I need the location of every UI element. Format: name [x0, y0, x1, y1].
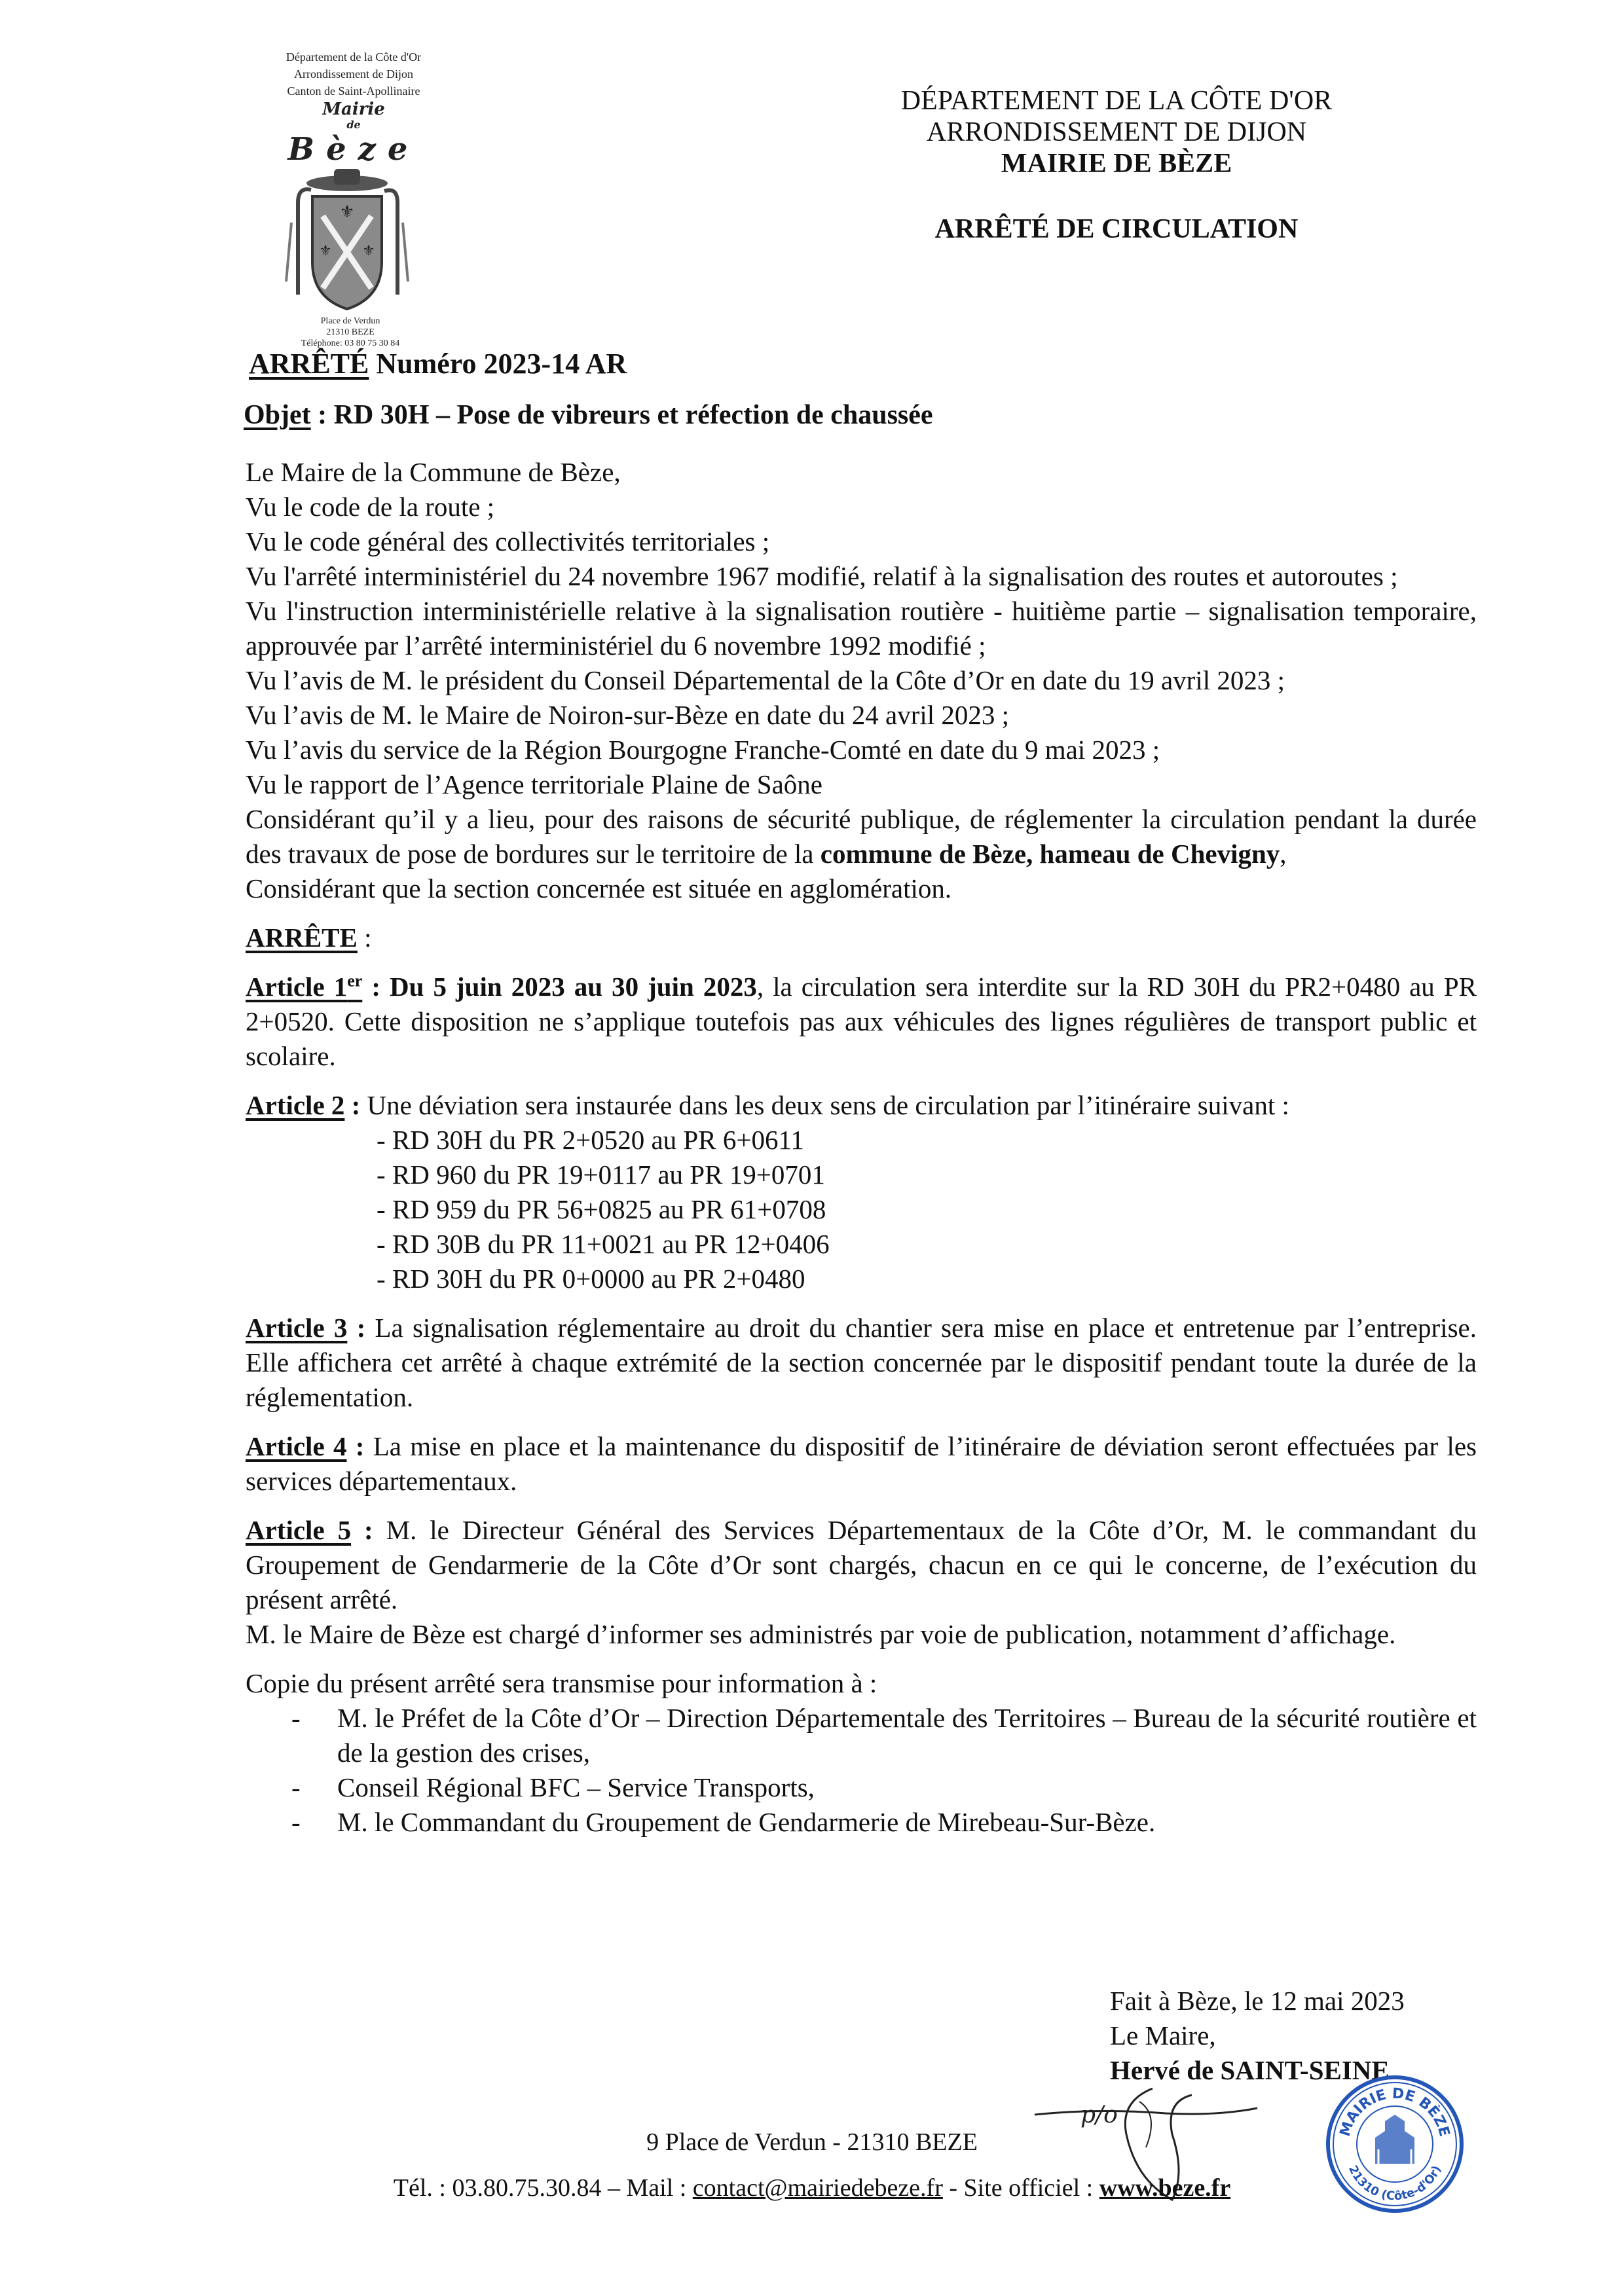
- article-5-label: Article 5: [246, 1515, 352, 1545]
- list-item: - RD 30B du PR 11+0021 au PR 12+0406: [377, 1229, 830, 1259]
- letterhead: [216, 48, 491, 168]
- preamble: [246, 455, 1477, 906]
- svg-text:MAIRIE DE BÈZE: MAIRIE DE BÈZE: [1337, 2085, 1453, 2139]
- article-4: Article 4 : La mise en place et la maintenance du dispositif de l’itinéraire de déviation seront effectuées par les services départementaux.: [246, 1431, 1477, 1496]
- preamble-line: Vu l’avis du service de la Région Bourgogne Franche-Comté en date du 9 mai 2023 ;: [246, 735, 1160, 765]
- article-1-dates: Du 5 juin 2023 au 30 juin 2023: [390, 972, 757, 1002]
- article-1-label: Article 1er: [246, 971, 363, 1002]
- footer-address: 9 Place de Verdun - 21310 BEZE: [646, 2128, 978, 2156]
- preamble-line: Vu le code général des collectivités territoriales ;: [246, 526, 770, 556]
- letterhead-de: de: [346, 118, 361, 131]
- copie-intro: Copie du présent arrêté sera transmise pour information à :: [246, 1668, 877, 1698]
- signature-place-date: Fait à Bèze, le 12 mai 2023: [1110, 1986, 1405, 2016]
- email-link[interactable]: contact@mairiedebeze.fr: [692, 2174, 943, 2202]
- arrete-number: [249, 347, 627, 380]
- svg-text:⚜: ⚜: [362, 243, 375, 259]
- copie-list: [246, 1701, 1477, 1840]
- article-5-publication: M. le Maire de Bèze est chargé d’informer ses administrés par voie de publication, notamment d’affichage.: [246, 1619, 1396, 1649]
- letterhead-postcode: 21310 BEZE: [326, 327, 375, 337]
- letterhead-arrondissement: Arrondissement de Dijon: [294, 67, 413, 81]
- svg-text:21310 (Côte-d'Or): 21310 (Côte-d'Or): [1345, 2163, 1444, 2204]
- list-item: - RD 960 du PR 19+0117 au PR 19+0701: [377, 1159, 825, 1190]
- document-type: ARRÊTÉ DE CIRCULATION: [934, 214, 1299, 244]
- considerant-2: Considérant que la section concernée est située en agglomération.: [246, 873, 952, 903]
- article-5: Article 5 : M. le Directeur Général des Services Départementaux de la Côte d’Or, M. le commandant du Groupement de Gendarmerie de la Côte d’Or sont chargés, chacun en ce qui le concerne, de l’exécution du présent arrêté.: [246, 1515, 1477, 1614]
- article-2-label: Article 2: [246, 1090, 345, 1120]
- header-arrondissement: ARRONDISSEMENT DE DIJON: [926, 117, 1307, 147]
- deviation-list: [246, 1123, 1477, 1296]
- preamble-line: Vu l'arrêté interministériel du 24 novembre 1967 modifié, relatif à la signalisation des routes et autoroutes ;: [246, 561, 1398, 591]
- letterhead-mairie: Mairie: [322, 100, 385, 119]
- website-link[interactable]: www.beze.fr: [1099, 2174, 1231, 2202]
- signature-name: Hervé de SAINT-SEINE: [1110, 2055, 1390, 2085]
- letterhead-street: Place de Verdun: [320, 316, 380, 326]
- signature-role: Le Maire,: [1110, 2020, 1216, 2050]
- coat-of-arms-icon: [272, 164, 422, 314]
- preamble-line: Vu le rapport de l’Agence territoriale Plaine de Saône: [246, 769, 822, 799]
- document-body: [246, 455, 1477, 1840]
- letterhead-address: [275, 316, 426, 349]
- signature-po: p/o: [1080, 2102, 1118, 2128]
- list-item: - RD 959 du PR 56+0825 au PR 61+0708: [377, 1194, 826, 1224]
- letterhead-phone: Téléphone: 03 80 75 30 84: [301, 338, 400, 348]
- considerant-1-bold: commune de Bèze, hameau de Chevigny: [820, 839, 1280, 869]
- svg-text:⚜: ⚜: [339, 202, 355, 222]
- list-item: - M. le Commandant du Groupement de Gendarmerie de Mirebeau-Sur-Bèze.: [291, 1807, 1156, 1837]
- svg-text:⚜: ⚜: [319, 243, 332, 259]
- objet-text: : RD 30H – Pose de vibreurs et réfection de chaussée: [310, 400, 933, 430]
- article-2: Article 2 : Une déviation sera instaurée dans les deux sens de circulation par l’itinéraire suivant :: [246, 1090, 1289, 1120]
- preamble-line: Le Maire de la Commune de Bèze,: [246, 457, 621, 487]
- letterhead-beze: Bèze: [287, 131, 420, 168]
- header-mairie: MAIRIE DE BÈZE: [1001, 149, 1232, 179]
- article-3-label: Article 3: [246, 1313, 348, 1343]
- objet-label: Objet: [244, 400, 311, 430]
- article-3: Article 3 : La signalisation réglementaire au droit du chantier sera mise en place et entretenue par l’entreprise. Elle affichera cet arrêté à chaque extrémité de la section concernée par le dispositif pendant toute la durée de la réglementation.: [246, 1313, 1477, 1412]
- objet-line: [244, 399, 933, 431]
- arrete-number-label: ARRÊTÉ: [249, 348, 369, 380]
- preamble-line: Vu l'instruction interministérielle relative à la signalisation routière - huitième partie – signalisation temporaire, approuvée par l’arrêté interministériel du 6 novembre 1992 modifié ;: [246, 596, 1477, 661]
- preamble-line: Vu l’avis de M. le président du Conseil Départemental de la Côte d’Or en date du 19 avril 2023 ;: [246, 665, 1285, 695]
- considerant-1: Considérant qu’il y a lieu, pour des raisons de sécurité publique, de réglementer la circulation pendant la durée des travaux de pose de bordures sur le territoire de la commune de Bèze, hameau de Chevigny,: [246, 804, 1477, 869]
- letterhead-canton: Canton de Saint-Apollinaire: [287, 84, 420, 98]
- list-item: - M. le Préfet de la Côte d’Or – Direction Départementale des Territoires – Bureau de la sécurité routière et de la gestion des crises,: [291, 1703, 1477, 1768]
- arrete-number-value: Numéro 2023-14 AR: [369, 348, 627, 380]
- preamble-line: Vu le code de la route ;: [246, 492, 495, 522]
- preamble-line: Vu l’avis de M. le Maire de Noiron-sur-Bèze en date du 24 avril 2023 ;: [246, 700, 1010, 730]
- letterhead-department: Département de la Côte d'Or: [286, 50, 422, 64]
- header-department: DÉPARTEMENT DE LA CÔTE D'OR: [900, 86, 1333, 116]
- footer-contact: Tél. : 03.80.75.30.84 – Mail : contact@mairiedebeze.fr - Site officiel : www.beze.fr: [393, 2174, 1231, 2202]
- list-item: - RD 30H du PR 0+0000 au PR 2+0480: [377, 1264, 805, 1294]
- article-1: Article 1er : Du 5 juin 2023 au 30 juin 2023, la circulation sera interdite sur la RD 30H du PR2+0480 au PR 2+0520. Cette disposition ne s’applique toutefois pas aux véhicules des lignes régulières de transport public et scolaire.: [246, 971, 1477, 1071]
- header-right: [773, 85, 1460, 245]
- article-4-label: Article 4: [246, 1431, 347, 1461]
- list-item: - Conseil Régional BFC – Service Transports,: [291, 1772, 815, 1802]
- list-item: - RD 30H du PR 2+0520 au PR 6+0611: [377, 1125, 804, 1155]
- arrete-heading: ARRÊTE :: [246, 922, 372, 953]
